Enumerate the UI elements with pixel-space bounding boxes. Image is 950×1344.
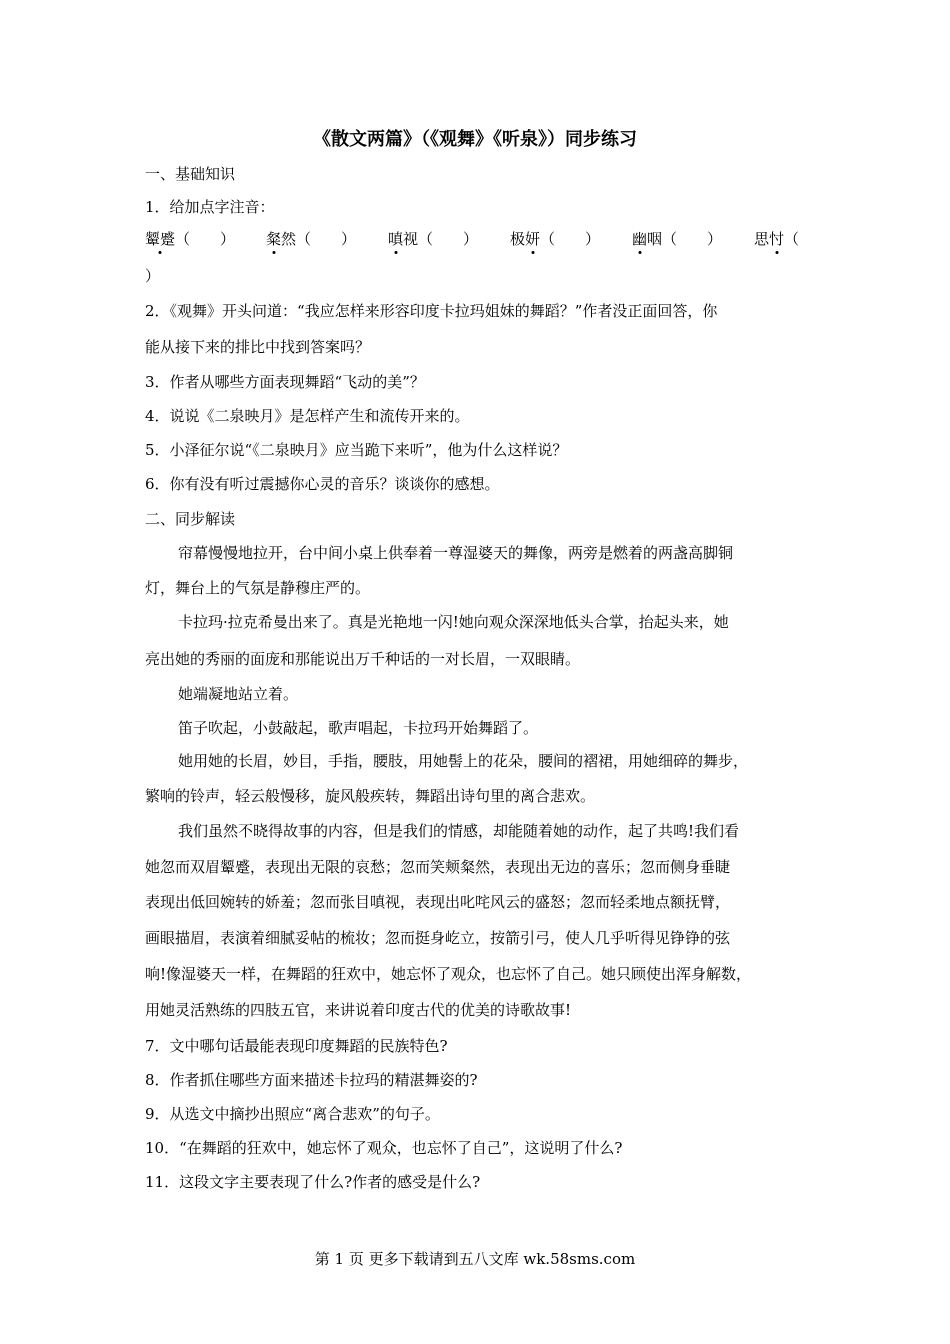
question-9: 9．从选文中摘抄出照应“离合悲欢”的句子。 <box>145 1105 440 1123</box>
pinyin-item-1: 颦蹙（ ） <box>145 230 236 248</box>
page-title: 《散文两篇》（《观舞》《听泉》）同步练习 <box>313 129 637 150</box>
passage-para-1-line-1: 帘幕慢慢地拉开，台中间小桌上供奉着一尊湿婆天的舞像，两旁是燃着的两盏高脚铜 <box>178 544 734 562</box>
dotted-char: 颦蹙 <box>145 230 176 248</box>
passage-para-2-line-1: 卡拉玛·拉克希曼出来了。真是光艳地一闪!她向观众深深地低头合掌，抬起头来，她 <box>178 613 729 631</box>
question-8: 8．作者抓住哪些方面来描述卡拉玛的精湛舞姿的? <box>145 1071 478 1089</box>
pinyin-item-2: 粲然（ ） <box>266 230 357 248</box>
passage-para-2-line-2: 亮出她的秀丽的面庞和那能说出万千种话的一对长眉，一双眼睛。 <box>145 650 581 668</box>
question-2-line-2: 能从接下来的排比中找到答案吗？ <box>145 338 371 356</box>
page-footer: 第 1 页 更多下载请到五八文库 wk.58sms.com <box>314 1250 636 1268</box>
question-2-line-1: 2．《观舞》开头问道：“我应怎样来形容印度卡拉玛姐妹的舞蹈？”作者没正面回答，你 <box>145 302 718 320</box>
pinyin-tail: ） <box>145 267 161 285</box>
passage-para-6-line-4: 画眼描眉，表演着细腻妥帖的梳妆；忽而挺身屹立，按箭引弓，使人几乎听得见铮铮的弦 <box>145 929 731 947</box>
passage-para-5-line-2: 繁响的铃声，轻云般慢移，旋风般疾转，舞蹈出诗句里的离合悲欢。 <box>145 787 596 805</box>
pinyin-item-6: 思忖（ <box>754 230 800 248</box>
passage-para-1-line-2: 灯，舞台上的气氛是静穆庄严的。 <box>145 579 371 597</box>
section-heading-reading: 二、同步解读 <box>145 510 236 528</box>
question-1: 1．给加点字注音： <box>145 198 275 216</box>
question-11: 11．这段文字主要表现了什么?作者的感受是什么? <box>145 1173 481 1191</box>
passage-para-3: 她端凝地站立着。 <box>178 685 299 703</box>
question-6: 6．你有没有听过震撼你心灵的音乐？谈谈你的感想。 <box>145 475 500 493</box>
pinyin-item-3: 嗔视（ ） <box>388 230 479 248</box>
question-3: 3．作者从哪些方面表现舞蹈“飞动的美”？ <box>145 373 425 391</box>
passage-para-6-line-6: 用她灵活熟练的四肢五官，来讲说着印度古代的优美的诗歌故事! <box>145 1001 572 1019</box>
pinyin-item-5: 幽咽（ ） <box>632 230 723 248</box>
pinyin-item-4: 极妍（ ） <box>510 230 601 248</box>
dotted-char: 幽 <box>632 230 648 248</box>
question-5: 5．小泽征尔说“《二泉映月》应当跪下来听”，他为什么这样说？ <box>145 441 568 459</box>
question-10: 10．“在舞蹈的狂欢中，她忘怀了观众，也忘怀了自己”，这说明了什么? <box>145 1139 623 1157</box>
dotted-char: 嗔 <box>388 230 404 248</box>
question-4: 4．说说《二泉映月》是怎样产生和流传开来的。 <box>145 407 470 425</box>
section-heading-basics: 一、基础知识 <box>145 165 236 183</box>
passage-para-5-line-1: 她用她的长眉，妙目，手指，腰肢，用她髻上的花朵，腰间的褶裙，用她细碎的舞步， <box>178 752 749 770</box>
dotted-char: 妍 <box>525 230 541 248</box>
passage-para-6-line-5: 响!像湿婆天一样，在舞蹈的狂欢中，她忘怀了观众，也忘怀了自己。她只顾使出浑身解数， <box>145 965 752 983</box>
dotted-char: 忖 <box>769 230 785 248</box>
passage-para-6-line-1: 我们虽然不晓得故事的内容，但是我们的情感，却能随着她的动作，起了共鸣!我们看 <box>178 822 740 840</box>
passage-para-6-line-3: 表现出低回婉转的娇羞；忽而张目嗔视，表现出叱咤风云的盛怒；忽而轻柔地点额抚臂， <box>145 893 731 911</box>
passage-para-6-line-2: 她忽而双眉颦蹙，表现出无限的哀愁；忽而笑颊粲然，表现出无边的喜乐；忽而侧身垂睫 <box>145 858 731 876</box>
passage-para-4: 笛子吹起，小鼓敲起，歌声唱起，卡拉玛开始舞蹈了。 <box>178 719 539 737</box>
question-7: 7．文中哪句话最能表现印度舞蹈的民族特色? <box>145 1037 448 1055</box>
dotted-char: 粲 <box>266 230 282 248</box>
